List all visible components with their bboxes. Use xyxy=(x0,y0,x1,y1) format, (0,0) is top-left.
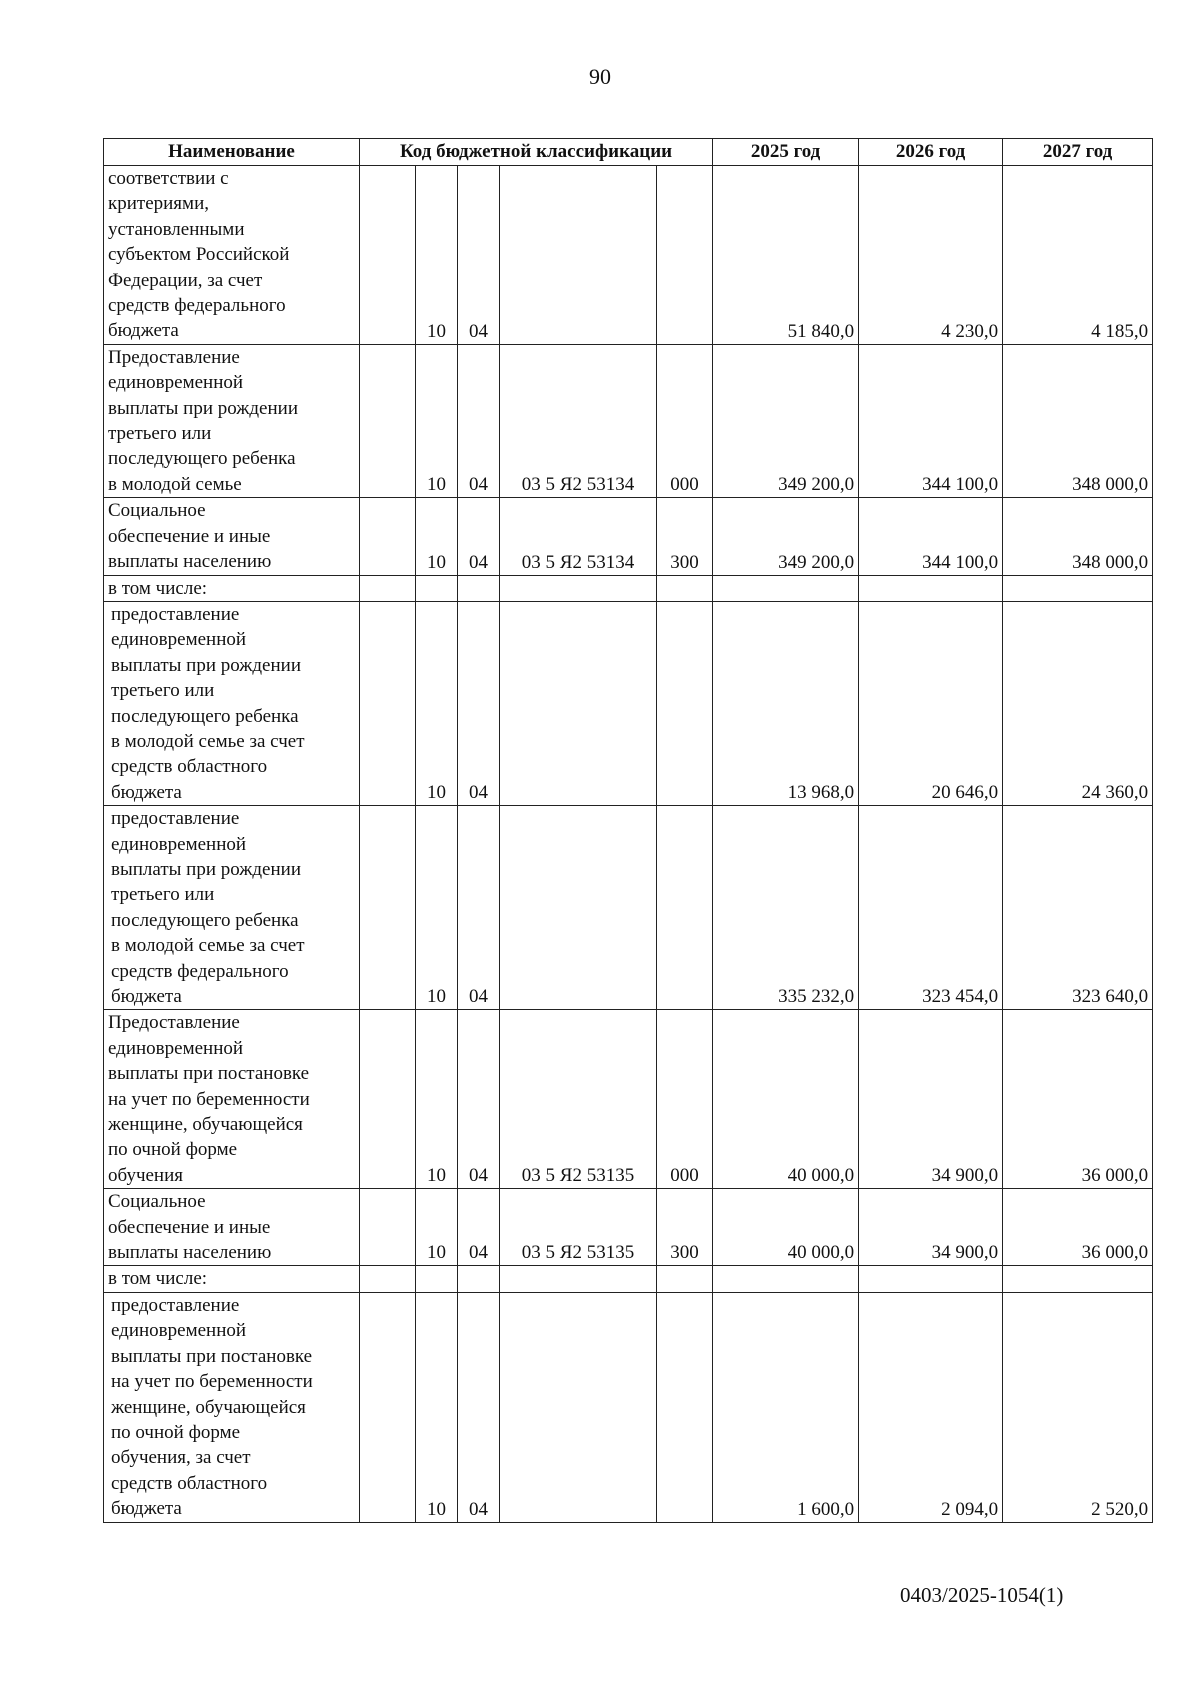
header-code: Код бюджетной классификации xyxy=(360,139,713,166)
table-row xyxy=(104,575,1153,601)
row-code-subsection: 04 xyxy=(458,1292,500,1522)
row-code-section: 10 xyxy=(416,344,458,497)
row-name: Социальное обеспечение и иные выплаты населению xyxy=(104,498,360,575)
row-code-subsection: 04 xyxy=(458,601,500,805)
row-code-subsection xyxy=(458,575,500,601)
row-name: Социальное обеспечение и иные выплаты населению xyxy=(104,1189,360,1266)
row-value-2026 xyxy=(859,1266,1003,1292)
row-code-expense-type xyxy=(657,166,713,345)
row-value-2027: 348 000,0 xyxy=(1003,344,1153,497)
row-code-1 xyxy=(360,166,416,345)
row-value-2025: 335 232,0 xyxy=(713,806,859,1010)
row-value-2026 xyxy=(859,575,1003,601)
row-code-subsection: 04 xyxy=(458,344,500,497)
row-code-target: 03 5 Я2 53134 xyxy=(500,498,657,575)
row-name: предоставление единовременной выплаты при рождении третьего или последующего ребенка в молодой семье за счет средств федерального бюджета xyxy=(104,806,360,1010)
row-code-section: 10 xyxy=(416,601,458,805)
row-code-target xyxy=(500,806,657,1010)
row-code-target xyxy=(500,601,657,805)
table-row xyxy=(104,806,1153,1010)
row-code-subsection xyxy=(458,1266,500,1292)
row-code-subsection: 04 xyxy=(458,498,500,575)
table-row xyxy=(104,498,1153,575)
table-row xyxy=(104,1010,1153,1189)
header-2025: 2025 год xyxy=(713,139,859,166)
row-code-section xyxy=(416,1266,458,1292)
row-code-subsection: 04 xyxy=(458,806,500,1010)
row-code-subsection: 04 xyxy=(458,166,500,345)
row-code-target: 03 5 Я2 53135 xyxy=(500,1010,657,1189)
row-value-2027: 24 360,0 xyxy=(1003,601,1153,805)
row-name: предоставление единовременной выплаты при рождении третьего или последующего ребенка в молодой семье за счет средств областного бюджета xyxy=(104,601,360,805)
row-code-1 xyxy=(360,1189,416,1266)
row-name: Предоставление единовременной выплаты при рождении третьего или последующего ребенка в молодой семье xyxy=(104,344,360,497)
row-value-2026: 20 646,0 xyxy=(859,601,1003,805)
row-code-section xyxy=(416,575,458,601)
row-value-2027 xyxy=(1003,575,1153,601)
row-code-section: 10 xyxy=(416,806,458,1010)
row-name: соответствии с критериями, установленными субъектом Российской Федерации, за счет средств федерального бюджета xyxy=(104,166,360,345)
row-value-2025: 1 600,0 xyxy=(713,1292,859,1522)
row-value-2026: 344 100,0 xyxy=(859,344,1003,497)
row-code-expense-type: 000 xyxy=(657,344,713,497)
row-value-2026: 2 094,0 xyxy=(859,1292,1003,1522)
row-code-section: 10 xyxy=(416,1010,458,1189)
row-value-2025 xyxy=(713,575,859,601)
row-value-2026: 323 454,0 xyxy=(859,806,1003,1010)
row-value-2025: 40 000,0 xyxy=(713,1010,859,1189)
table-row xyxy=(104,344,1153,497)
row-code-1 xyxy=(360,498,416,575)
table-row xyxy=(104,601,1153,805)
row-code-target xyxy=(500,575,657,601)
row-code-1 xyxy=(360,1266,416,1292)
row-code-expense-type xyxy=(657,1292,713,1522)
table-row xyxy=(104,1189,1153,1266)
row-code-expense-type: 300 xyxy=(657,1189,713,1266)
row-code-1 xyxy=(360,601,416,805)
row-code-1 xyxy=(360,575,416,601)
row-value-2025 xyxy=(713,1266,859,1292)
row-code-1 xyxy=(360,1010,416,1189)
table-row xyxy=(104,1266,1153,1292)
row-code-section: 10 xyxy=(416,1292,458,1522)
header-2027: 2027 год xyxy=(1003,139,1153,166)
row-code-target xyxy=(500,1266,657,1292)
row-value-2026: 344 100,0 xyxy=(859,498,1003,575)
row-name: в том числе: xyxy=(104,1266,360,1292)
row-value-2026: 34 900,0 xyxy=(859,1189,1003,1266)
header-name: Наименование xyxy=(104,139,360,166)
row-code-target xyxy=(500,166,657,345)
row-code-section: 10 xyxy=(416,1189,458,1266)
row-value-2027: 36 000,0 xyxy=(1003,1189,1153,1266)
table-row xyxy=(104,1292,1153,1522)
page-number: 90 xyxy=(589,64,611,89)
row-value-2026: 4 230,0 xyxy=(859,166,1003,345)
row-value-2026: 34 900,0 xyxy=(859,1010,1003,1189)
row-value-2025: 51 840,0 xyxy=(713,166,859,345)
row-value-2027: 36 000,0 xyxy=(1003,1010,1153,1189)
row-name: в том числе: xyxy=(104,575,360,601)
row-value-2027: 323 640,0 xyxy=(1003,806,1153,1010)
row-code-1 xyxy=(360,806,416,1010)
row-code-expense-type xyxy=(657,601,713,805)
row-code-target: 03 5 Я2 53134 xyxy=(500,344,657,497)
header-2026: 2026 год xyxy=(859,139,1003,166)
budget-table xyxy=(103,138,1153,1523)
row-code-1 xyxy=(360,1292,416,1522)
row-code-section: 10 xyxy=(416,498,458,575)
row-code-expense-type xyxy=(657,806,713,1010)
row-code-expense-type: 300 xyxy=(657,498,713,575)
row-value-2027: 348 000,0 xyxy=(1003,498,1153,575)
row-value-2027: 2 520,0 xyxy=(1003,1292,1153,1522)
row-code-expense-type xyxy=(657,575,713,601)
row-name: предоставление единовременной выплаты при постановке на учет по беременности женщине, обучающейся по очной форме обучения, за счет средств областного бюджета xyxy=(104,1292,360,1522)
row-code-section: 10 xyxy=(416,166,458,345)
row-code-expense-type: 000 xyxy=(657,1010,713,1189)
row-name: Предоставление единовременной выплаты при постановке на учет по беременности женщине, обучающейся по очной форме обучения xyxy=(104,1010,360,1189)
row-code-expense-type xyxy=(657,1266,713,1292)
row-code-subsection: 04 xyxy=(458,1010,500,1189)
row-code-target: 03 5 Я2 53135 xyxy=(500,1189,657,1266)
row-code-target xyxy=(500,1292,657,1522)
table-row xyxy=(104,166,1153,345)
table-header-row xyxy=(104,139,1153,166)
row-value-2027: 4 185,0 xyxy=(1003,166,1153,345)
row-value-2025: 40 000,0 xyxy=(713,1189,859,1266)
row-value-2027 xyxy=(1003,1266,1153,1292)
document-code: 0403/2025-1054(1) xyxy=(900,1583,1064,1607)
row-value-2025: 13 968,0 xyxy=(713,601,859,805)
row-code-1 xyxy=(360,344,416,497)
row-value-2025: 349 200,0 xyxy=(713,344,859,497)
row-code-subsection: 04 xyxy=(458,1189,500,1266)
row-value-2025: 349 200,0 xyxy=(713,498,859,575)
